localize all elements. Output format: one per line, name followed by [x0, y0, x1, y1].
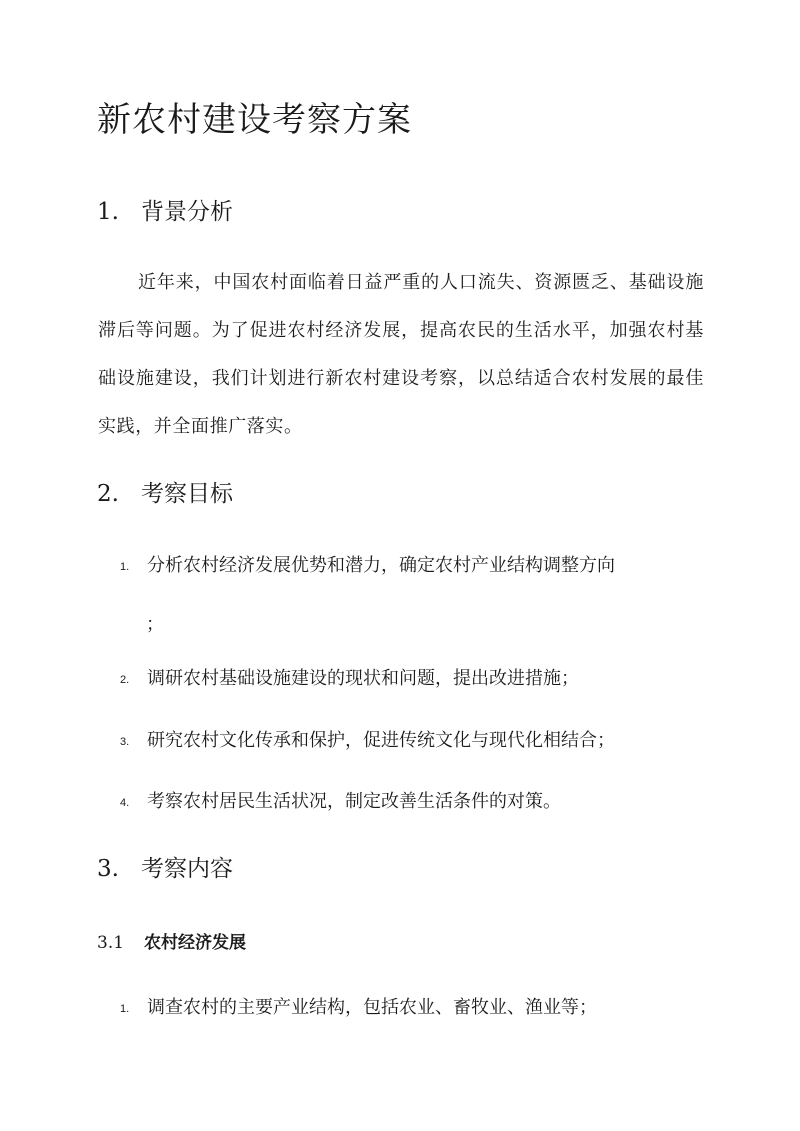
list-item — [120, 664, 579, 695]
section-title: 背景分析 — [141, 199, 233, 225]
list-item — [120, 726, 615, 757]
section-title: 考察目标 — [141, 481, 233, 507]
section-heading-goals — [97, 479, 233, 509]
list-item-number: 4. — [120, 797, 130, 809]
section-number: 3. — [97, 856, 119, 882]
list-item-text: 分析农村经济发展优势和潜力，确定农村产业结构调整方向 — [147, 555, 615, 576]
subsection-number: 3.1 — [97, 933, 125, 953]
list-item-text: 研究农村文化传承和保护，促进传统文化与现代化相结合； — [147, 730, 615, 751]
list-item-number: 3. — [120, 736, 130, 748]
list-item-text: 调研农村基础设施建设的现状和问题，提出改进措施； — [147, 668, 579, 689]
list-item — [120, 551, 700, 640]
list-item-number: 1. — [120, 1003, 130, 1015]
subsection-heading — [97, 931, 246, 955]
list-item-text: 调查农村的主要产业结构，包括农业、畜牧业、渔业等； — [147, 997, 597, 1018]
document-title: 新农村建设考察方案 — [97, 100, 412, 140]
section-heading-content — [97, 854, 233, 884]
list-item — [120, 787, 561, 818]
background-paragraph: 近年来，中国农村面临着日益严重的人口流失、资源匮乏、基础设施滞后等问题。为了促进农村经济发展，提高农民的生活水平，加强农村基础设施建设，我们计划进行新农村建设考察，以总结适合农村发展的最佳实践，并全面推广落实。 — [98, 272, 704, 437]
section-title: 考察内容 — [141, 856, 233, 882]
list-item-number: 2. — [120, 674, 130, 686]
section-heading-background — [97, 197, 233, 227]
section-number: 2. — [97, 481, 119, 507]
section-number: 1. — [97, 199, 119, 225]
list-item-number: 1. — [120, 561, 130, 573]
list-item-text: 考察农村居民生活状况，制定改善生活条件的对策。 — [147, 791, 561, 812]
subsection-title: 农村经济发展 — [144, 933, 246, 953]
list-item — [120, 993, 597, 1024]
list-item-text-continuation: ； — [146, 614, 164, 635]
